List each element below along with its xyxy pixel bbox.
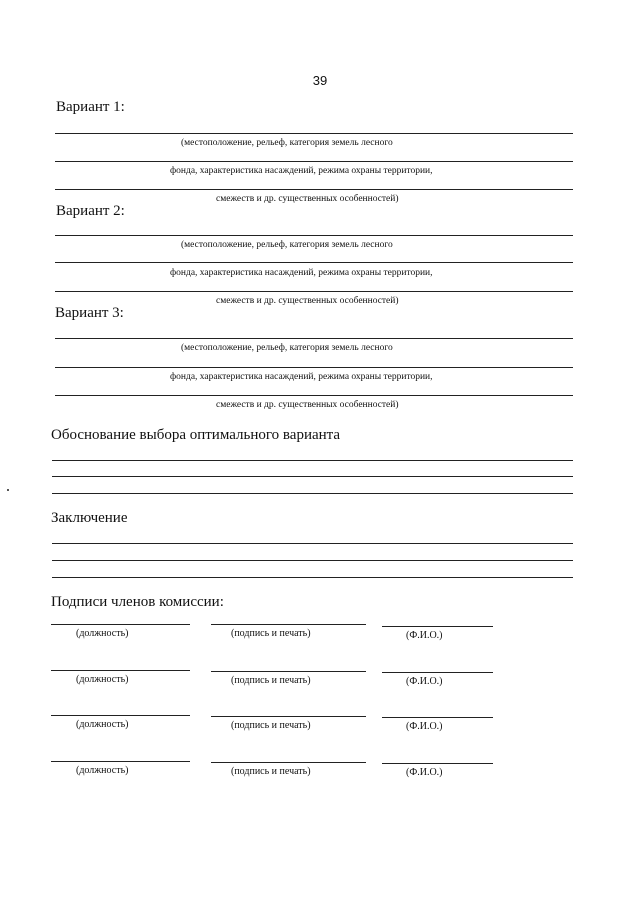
fill-line bbox=[52, 577, 573, 578]
signature-line bbox=[211, 716, 366, 717]
name-caption: (Ф.И.О.) bbox=[406, 630, 443, 641]
page-number: 39 bbox=[312, 73, 328, 88]
fill-line bbox=[52, 493, 573, 494]
fill-line bbox=[55, 262, 573, 263]
name-line bbox=[382, 717, 493, 718]
fill-line bbox=[55, 189, 573, 190]
fill-line bbox=[52, 543, 573, 544]
position-line bbox=[51, 670, 190, 671]
variant-caption: фонда, характеристика насаждений, режима охраны территории, bbox=[170, 268, 433, 278]
fill-line bbox=[55, 395, 573, 396]
fill-line bbox=[55, 367, 573, 368]
fill-line bbox=[55, 161, 573, 162]
signature-caption: (подпись и печать) bbox=[231, 766, 311, 777]
name-caption: (Ф.И.О.) bbox=[406, 676, 443, 687]
position-caption: (должность) bbox=[76, 719, 129, 730]
signature-caption: (подпись и печать) bbox=[231, 628, 311, 639]
position-line bbox=[51, 761, 190, 762]
fill-line bbox=[52, 476, 573, 477]
variant-caption: фонда, характеристика насаждений, режима охраны территории, bbox=[170, 166, 433, 176]
justification-title: Обоснование выбора оптимального варианта bbox=[51, 427, 341, 443]
fill-line bbox=[52, 460, 573, 461]
fill-line bbox=[55, 291, 573, 292]
variant-3-title: Вариант 3: bbox=[55, 305, 124, 321]
position-line bbox=[51, 715, 190, 716]
position-line bbox=[51, 624, 190, 625]
name-line bbox=[382, 763, 493, 764]
variant-2-title: Вариант 2: bbox=[56, 203, 125, 219]
variant-caption: (местоположение, рельеф, категория земель лесного bbox=[181, 138, 393, 148]
signature-caption: (подпись и печать) bbox=[231, 720, 311, 731]
variant-caption: смежеств и др. существенных особенностей) bbox=[216, 296, 399, 306]
name-caption: (Ф.И.О.) bbox=[406, 721, 443, 732]
conclusion-title: Заключение bbox=[51, 510, 128, 526]
position-caption: (должность) bbox=[76, 628, 129, 639]
variant-caption: смежеств и др. существенных особенностей) bbox=[216, 400, 399, 410]
variant-caption: (местоположение, рельеф, категория земель лесного bbox=[181, 240, 393, 250]
signatures-title: Подписи членов комиссии: bbox=[51, 594, 224, 610]
name-line bbox=[382, 672, 493, 673]
fill-line bbox=[55, 235, 573, 236]
scan-speck bbox=[7, 489, 9, 491]
variant-1-title: Вариант 1: bbox=[56, 99, 125, 115]
fill-line bbox=[52, 560, 573, 561]
signature-line bbox=[211, 762, 366, 763]
fill-line bbox=[55, 133, 573, 134]
variant-caption: фонда, характеристика насаждений, режима охраны территории, bbox=[170, 372, 433, 382]
name-caption: (Ф.И.О.) bbox=[406, 767, 443, 778]
fill-line bbox=[55, 338, 573, 339]
signature-line bbox=[211, 671, 366, 672]
position-caption: (должность) bbox=[76, 765, 129, 776]
name-line bbox=[382, 626, 493, 627]
signature-caption: (подпись и печать) bbox=[231, 675, 311, 686]
variant-caption: (местоположение, рельеф, категория земель лесного bbox=[181, 343, 393, 353]
signature-line bbox=[211, 624, 366, 625]
variant-caption: смежеств и др. существенных особенностей) bbox=[216, 194, 399, 204]
position-caption: (должность) bbox=[76, 674, 129, 685]
